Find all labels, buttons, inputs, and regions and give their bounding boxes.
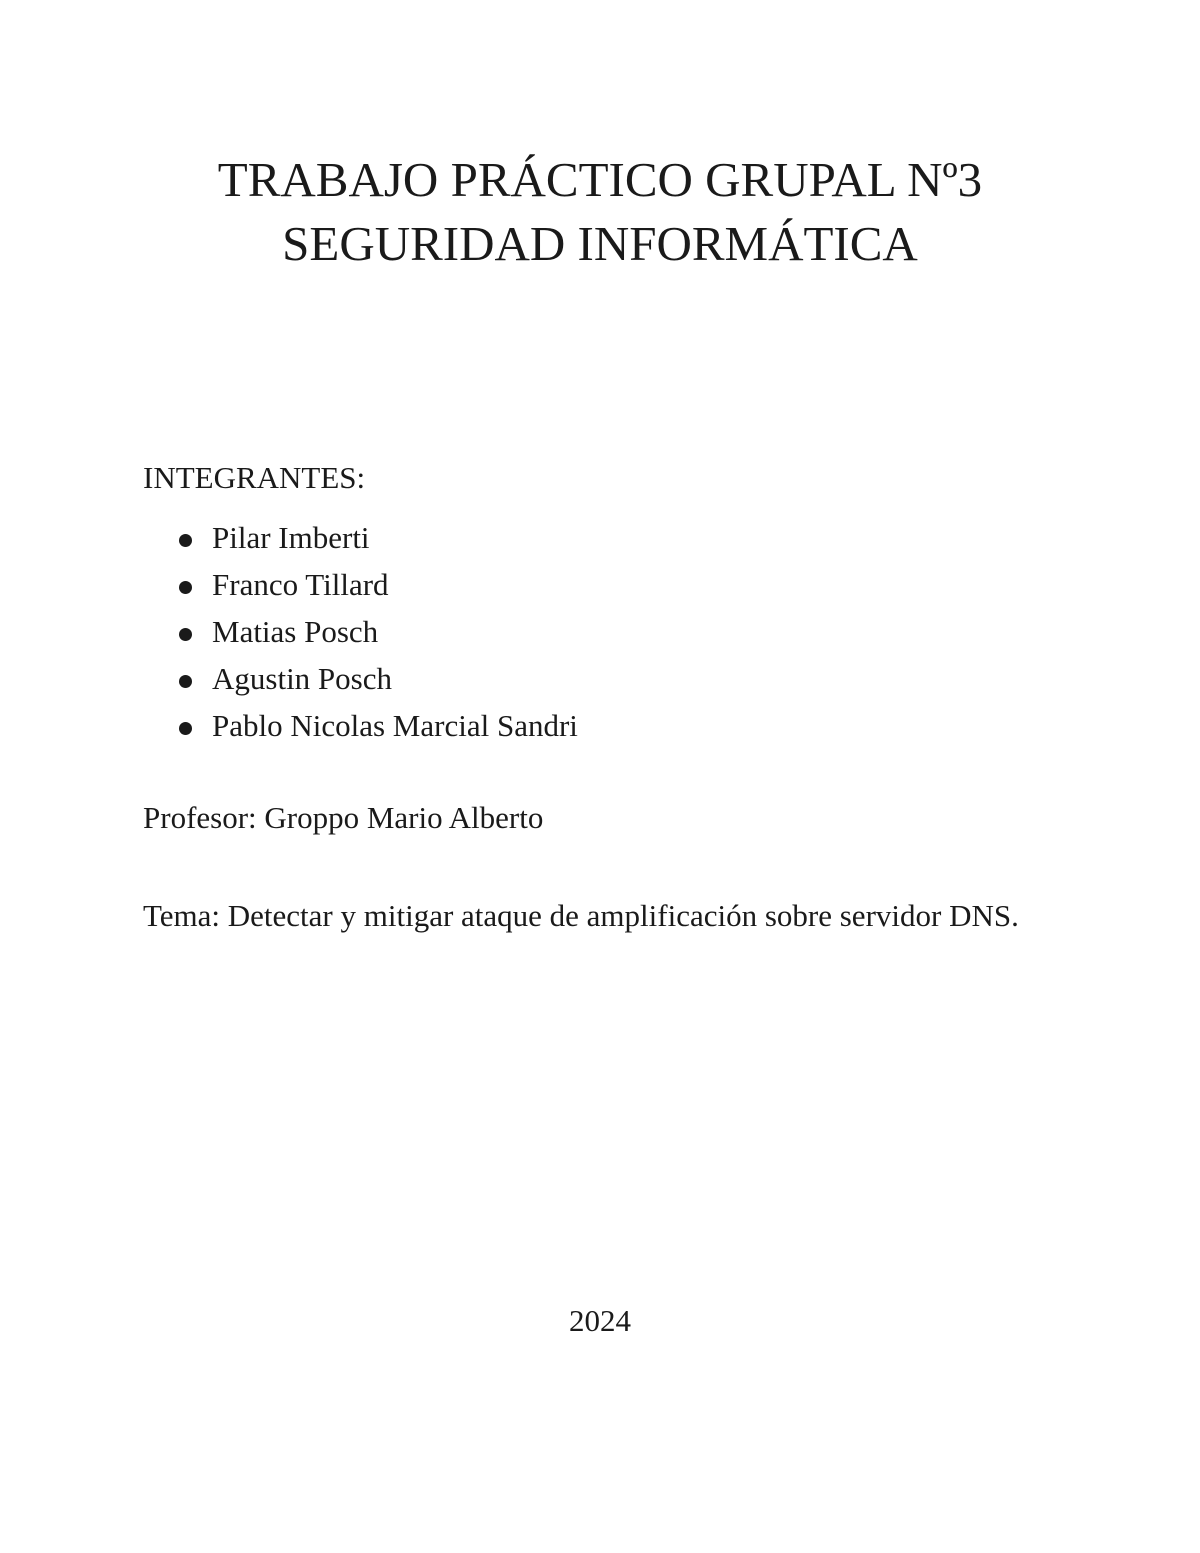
list-item xyxy=(143,516,578,563)
list-item xyxy=(143,657,578,704)
member-name: Matias Posch xyxy=(212,614,379,649)
bullet-icon xyxy=(179,628,192,641)
document-title: TRABAJO PRÁCTICO GRUPAL Nº3 xyxy=(217,152,983,207)
title-block xyxy=(0,148,1200,276)
member-name: Pablo Nicolas Marcial Sandri xyxy=(212,708,578,743)
list-item xyxy=(143,610,578,657)
list-item xyxy=(143,704,578,751)
bullet-icon xyxy=(179,581,192,594)
year-label: 2024 xyxy=(569,1303,631,1338)
professor-line: Profesor: Groppo Mario Alberto xyxy=(143,800,544,835)
members-heading: INTEGRANTES: xyxy=(143,460,366,495)
bullet-icon xyxy=(179,675,192,688)
bullet-icon xyxy=(179,722,192,735)
topic-paragraph: Tema: Detectar y mitigar ataque de amplificación sobre servidor DNS. xyxy=(143,898,1019,933)
list-item xyxy=(143,563,578,610)
document-subtitle: SEGURIDAD INFORMÁTICA xyxy=(282,216,918,271)
bullet-icon xyxy=(179,534,192,547)
member-list xyxy=(143,516,578,751)
member-name: Pilar Imberti xyxy=(212,520,370,555)
member-name: Agustin Posch xyxy=(212,661,392,696)
member-name: Franco Tillard xyxy=(212,567,389,602)
